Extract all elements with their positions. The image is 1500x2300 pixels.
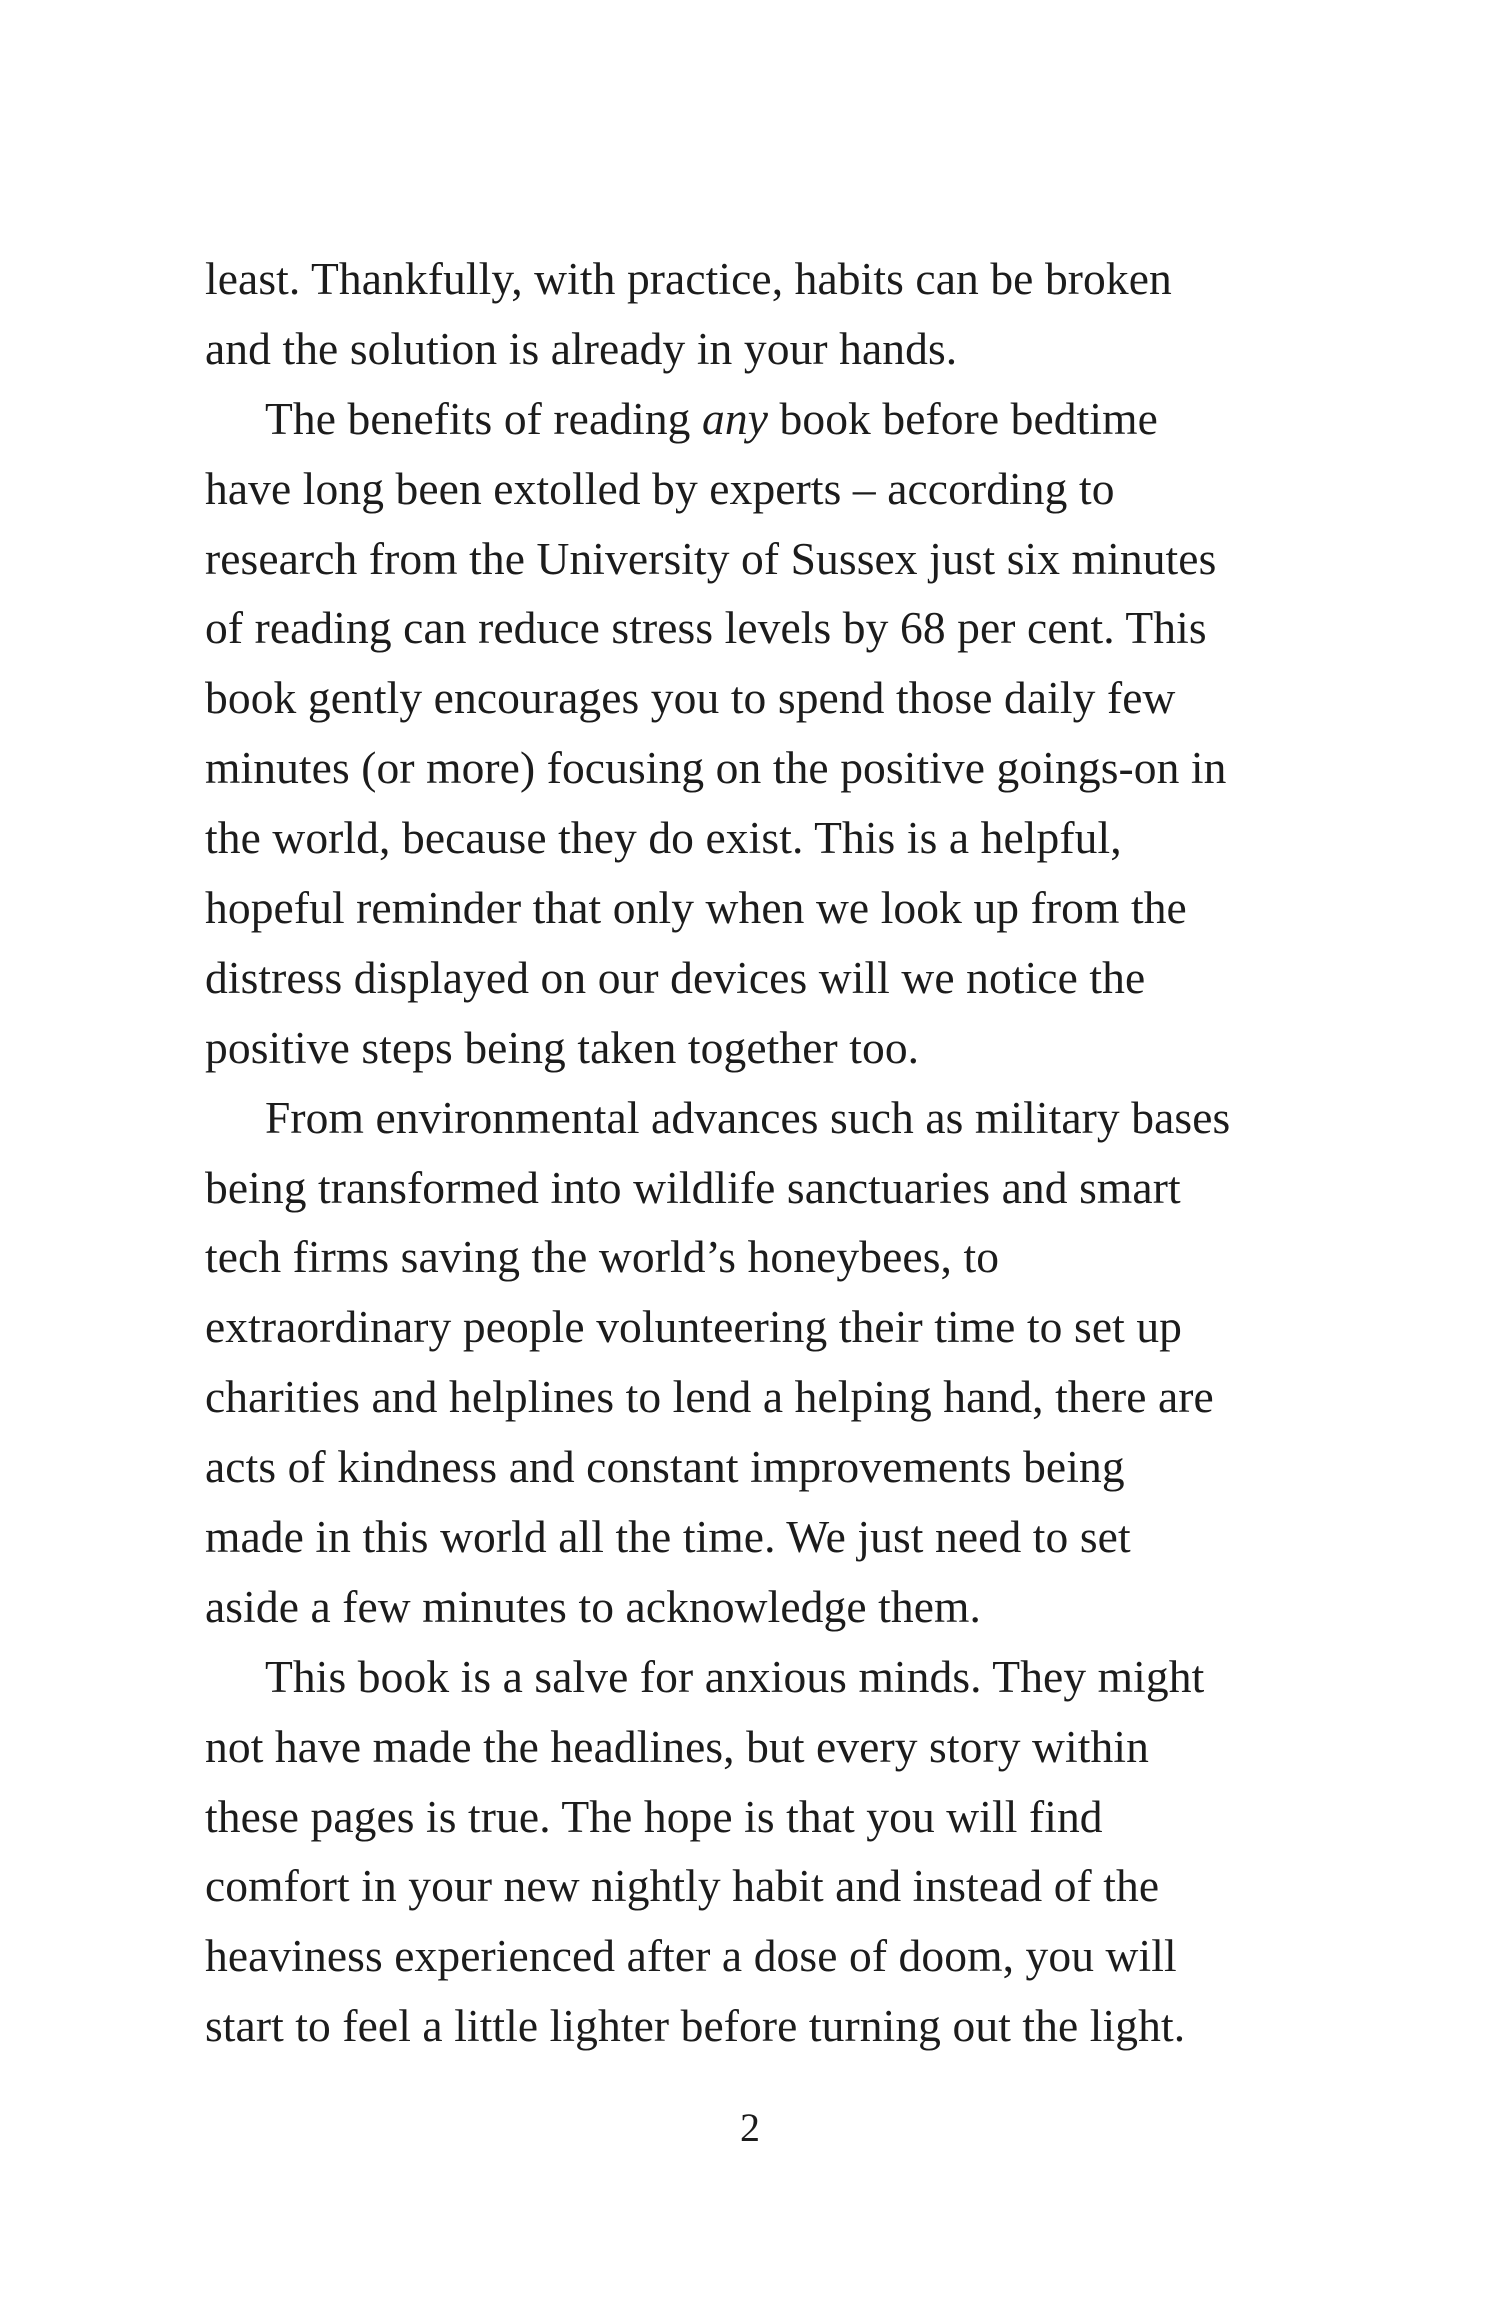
text-line: these pages is true. The hope is that you will find	[205, 1790, 1103, 1842]
text-line: being transformed into wildlife sanctuaries and smart	[205, 1161, 1181, 1213]
paragraph-first-line: This book is a salve for anxious minds. They might	[265, 1650, 1205, 1702]
emphasis-text: any	[702, 392, 769, 444]
text-line: hopeful reminder that only when we look up from the	[205, 882, 1187, 934]
text-line: heaviness experienced after a dose of doom, you will	[205, 1930, 1177, 1982]
text-line: extraordinary people volunteering their time to set up	[205, 1301, 1183, 1353]
text-line: start to feel a little lighter before turning out the light.	[205, 2000, 1186, 2052]
text-line: aside a few minutes to acknowledge them.	[205, 1580, 981, 1632]
text-line: distress displayed on our devices will we notice the	[205, 951, 1146, 1003]
text-line: of reading can reduce stress levels by 68 per cent. This	[205, 602, 1207, 654]
text-line: least. Thankfully, with practice, habits can be broken	[205, 253, 1172, 304]
text-line: charities and helplines to lend a helping hand, there are	[205, 1371, 1214, 1423]
page-number: 2	[740, 2105, 760, 2150]
paragraph-first-line	[205, 384, 1325, 454]
text-line: acts of kindness and constant improvements being	[205, 1441, 1125, 1493]
text-line: not have made the headlines, but every story within	[205, 1720, 1149, 1772]
text-line: comfort in your new nightly habit and instead of the	[205, 1860, 1160, 1912]
paragraph-first-line: From environmental advances such as military bases	[265, 1091, 1231, 1143]
text-line: minutes (or more) focusing on the positive goings-on in	[205, 742, 1227, 794]
text-line: the world, because they do exist. This is a helpful,	[205, 812, 1122, 864]
text-line: book gently encourages you to spend those daily few	[205, 672, 1176, 724]
text-line: positive steps being taken together too.	[205, 1021, 920, 1073]
body-text	[205, 244, 1325, 2061]
text-line: and the solution is already in your hands.	[205, 322, 958, 374]
text-line: research from the University of Sussex just six minutes	[205, 532, 1217, 584]
text-line: have long been extolled by experts – according to	[205, 462, 1115, 514]
text-run: The benefits of reading	[265, 392, 703, 444]
text-line: made in this world all the time. We just need to set	[205, 1511, 1131, 1563]
text-line: tech firms saving the world’s honeybees, to	[205, 1231, 1000, 1283]
text-run: book before bedtime	[768, 392, 1158, 444]
